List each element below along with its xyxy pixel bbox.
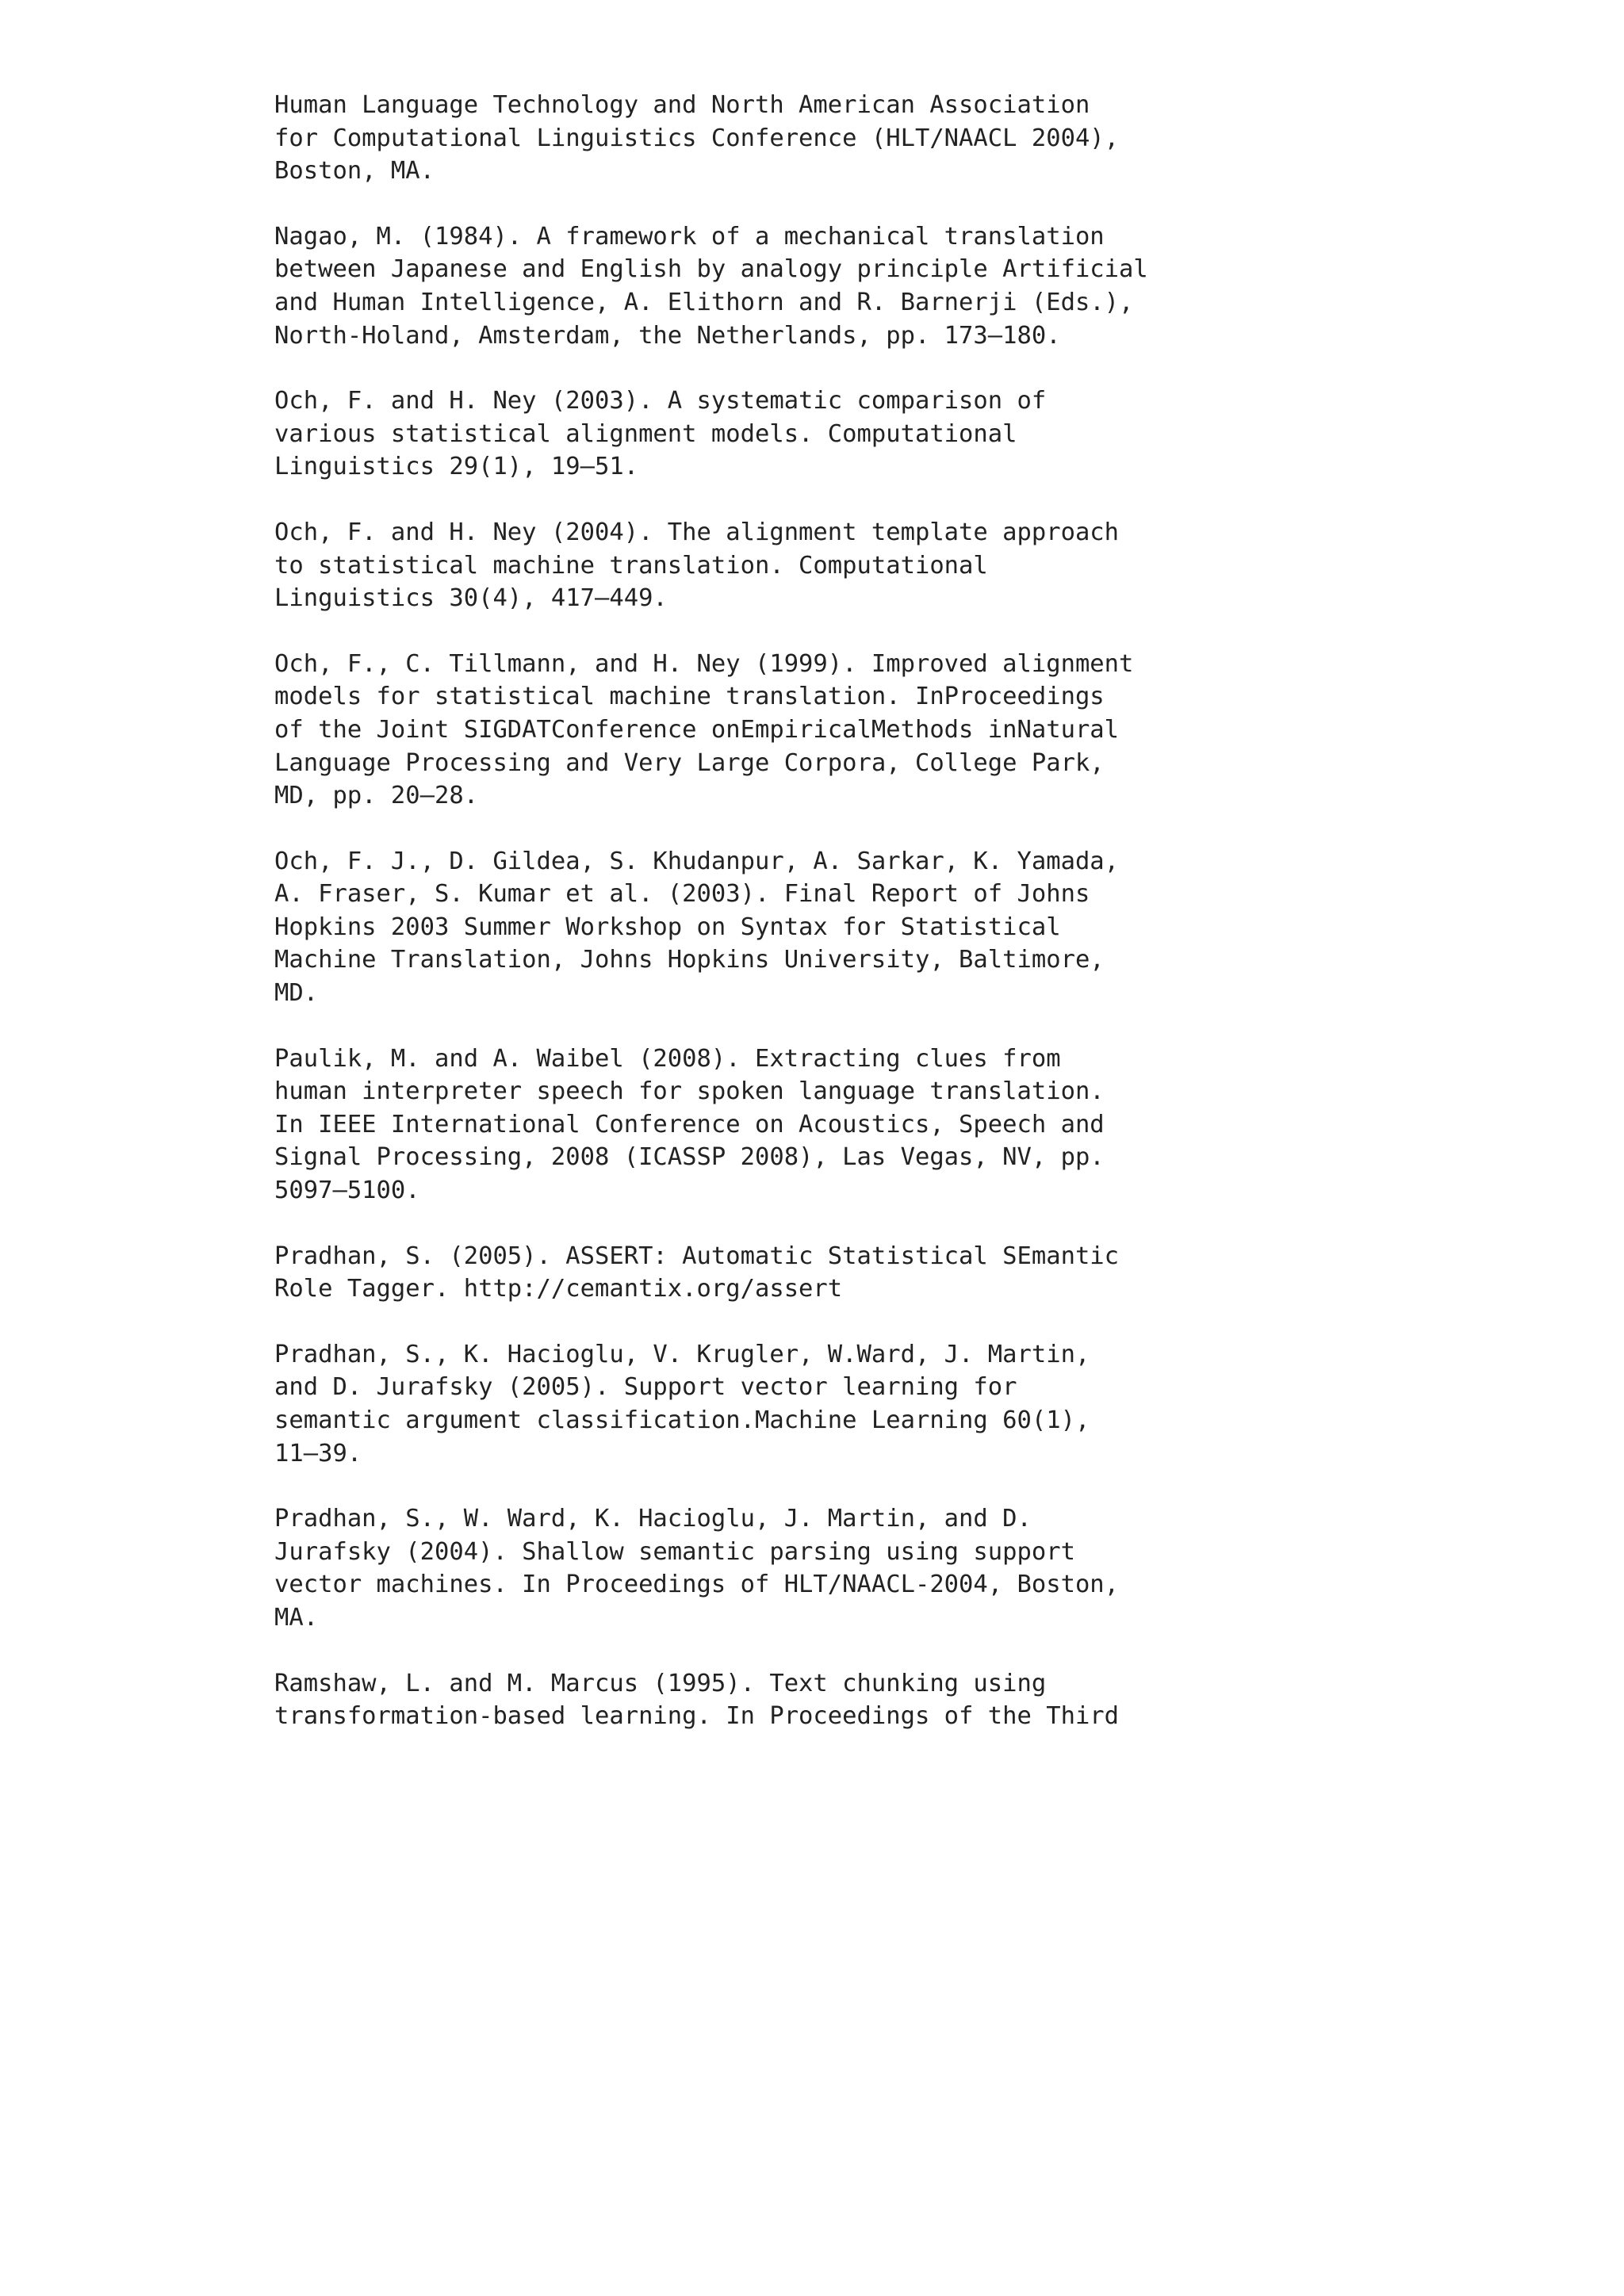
reference-line: Jurafsky (2004). Shallow semantic parsing using support <box>274 1537 1075 1566</box>
reference-line: between Japanese and English by analogy principle Artificial <box>274 255 1148 284</box>
reference-line: Och, F., C. Tillmann, and H. Ney (1999). Improved alignment <box>274 649 1134 678</box>
reference-line: Pradhan, S., K. Hacioglu, V. Krugler, W.Ward, J. Martin, <box>274 1340 1090 1368</box>
reference-entry <box>274 1338 1385 1470</box>
reference-line: Linguistics 30(4), 417–449. <box>274 584 668 613</box>
reference-entry <box>274 516 1385 615</box>
reference-line: MD. <box>274 979 319 1008</box>
reference-line: 5097–5100. <box>274 1177 420 1205</box>
reference-line: Signal Processing, 2008 (ICASSP 2008), Las Vegas, NV, pp. <box>274 1143 1105 1172</box>
reference-line: Pradhan, S., W. Ward, K. Hacioglu, J. Martin, and D. <box>274 1505 1032 1533</box>
reference-line: to statistical machine translation. Computational <box>274 551 988 580</box>
reference-line: A. Fraser, S. Kumar et al. (2003). Final Report of Johns <box>274 880 1090 909</box>
reference-line: Nagao, M. (1984). A framework of a mechanical translation <box>274 222 1105 251</box>
reference-line: Och, F. and H. Ney (2004). The alignment template approach <box>274 518 1120 546</box>
reference-list <box>274 89 1385 1766</box>
reference-line: Och, F. and H. Ney (2003). A systematic comparison of <box>274 387 1047 415</box>
reference-entry <box>274 1240 1385 1306</box>
reference-line: semantic argument classification.Machine Learning 60(1), <box>274 1406 1090 1434</box>
reference-entry <box>274 220 1385 352</box>
reference-line: MA. <box>274 1603 319 1632</box>
reference-entry <box>274 845 1385 1010</box>
reference-line: and Human Intelligence, A. Elithorn and R. Barnerji (Eds.), <box>274 288 1134 316</box>
reference-line: and D. Jurafsky (2005). Support vector learning for <box>274 1373 1017 1402</box>
reference-entry <box>274 648 1385 813</box>
reference-line: Linguistics 29(1), 19–51. <box>274 453 639 481</box>
reference-line: In IEEE International Conference on Acoustics, Speech and <box>274 1110 1105 1138</box>
reference-line: Machine Translation, Johns Hopkins University, Baltimore, <box>274 946 1105 974</box>
reference-line: Role Tagger. http://cemantix.org/assert <box>274 1275 843 1303</box>
reference-line: Paulik, M. and A. Waibel (2008). Extracting clues from <box>274 1044 1061 1073</box>
reference-entry <box>274 89 1385 188</box>
reference-entry <box>274 1667 1385 1733</box>
reference-line: Human Language Technology and North American Association <box>274 91 1090 119</box>
reference-line: MD, pp. 20–28. <box>274 782 479 810</box>
reference-entry <box>274 1043 1385 1207</box>
reference-line: various statistical alignment models. Computational <box>274 419 1017 448</box>
reference-line: North-Holand, Amsterdam, the Netherlands, pp. 173–180. <box>274 321 1061 350</box>
reference-line: Ramshaw, L. and M. Marcus (1995). Text chunking using <box>274 1669 1047 1697</box>
reference-entry <box>274 385 1385 484</box>
reference-line: 11–39. <box>274 1439 362 1468</box>
reference-line: models for statistical machine translation. InProceedings <box>274 683 1105 711</box>
reference-line: Och, F. J., D. Gildea, S. Khudanpur, A. Sarkar, K. Yamada, <box>274 847 1120 875</box>
reference-line: vector machines. In Proceedings of HLT/NAACL-2004, Boston, <box>274 1571 1120 1599</box>
reference-line: Pradhan, S. (2005). ASSERT: Automatic Statistical SEmantic <box>274 1242 1120 1270</box>
reference-line: Language Processing and Very Large Corpora, College Park, <box>274 748 1105 777</box>
reference-line: of the Joint SIGDATConference onEmpiricalMethods inNatural <box>274 715 1120 744</box>
reference-line: human interpreter speech for spoken language translation. <box>274 1077 1105 1106</box>
reference-line: for Computational Linguistics Conference (HLT/NAACL 2004), <box>274 124 1120 152</box>
reference-line: transformation-based learning. In Proceedings of the Third <box>274 1702 1120 1731</box>
reference-line: Boston, MA. <box>274 157 435 186</box>
reference-line: Hopkins 2003 Summer Workshop on Syntax for Statistical <box>274 913 1061 941</box>
reference-entry <box>274 1502 1385 1634</box>
